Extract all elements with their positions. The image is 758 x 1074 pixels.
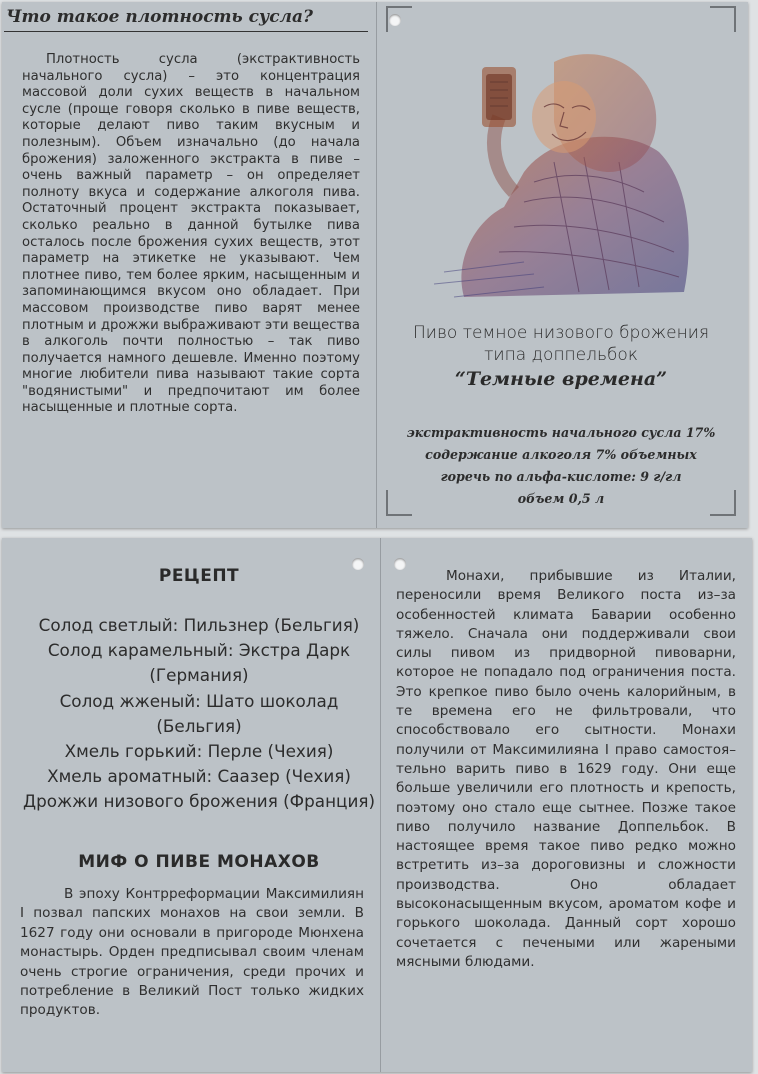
beer-specs xyxy=(386,422,736,510)
spec-alcohol: содержание алкоголя 7% объемных xyxy=(425,447,697,462)
fold-line xyxy=(376,2,377,528)
recipe-item: Дрожжи низового брожения (Франция) xyxy=(22,791,376,812)
spec-bitterness: горечь по альфа-кислоте: 9 г/гл xyxy=(440,469,682,484)
spec-extract: экстрактивность начального сусла 17% xyxy=(406,425,716,440)
frame-corner xyxy=(710,6,736,32)
recipe-item: Солод жженый: Шато шоколад (Бельгия) xyxy=(59,690,339,736)
recipe-item: Хмель горький: Перле (Чехия) xyxy=(64,741,334,762)
density-title: Что такое плотность сусла? xyxy=(6,7,313,27)
beer-name: “Темные времена” xyxy=(454,368,668,390)
spec-volume: объем 0,5 л xyxy=(517,491,605,506)
beer-type xyxy=(386,322,736,366)
recipe-title: РЕЦЕПТ xyxy=(158,566,240,586)
myth-title: МИФ О ПИВЕ МОНАХОВ xyxy=(78,852,320,872)
recipe-list xyxy=(16,613,382,815)
recipe-item: Солод светлый: Пильзнер (Бельгия) xyxy=(38,615,360,635)
recipe-item: Солод карамельный: Экстра Дарк (Германия) xyxy=(47,640,351,686)
title-underline xyxy=(4,31,368,32)
recipe-item: Хмель ароматный: Саазер (Чехия) xyxy=(47,766,351,787)
history-text: Монахи, прибывшие из Италии, переносили время Великого поста из–за особенностей климата Баварии особенно тяжело. Сначала они поддерживали свои силы пивом из придворной пивоварни, которое не попадало под ограничения поста. Это крепкое пиво было очень калорийным, в те времена его не фильтровали, что способствовало его сытности. Монахи получили от Максимилияна I право самостоя–тельно варить пиво в 1629 году. Они еще больше увеличили его плотность и крепость, поэтому оно стало еще сытнее. Позже такое пиво получило название Доппельбок. В настоящее время такое пиво редко можно встретить из–за дороговизны и сложности производства. Оно обладает высоконасыщенным вкусом, ароматом кофе и горького шоколада. Данный сорт хорошо сочетается с печеными или жареными мясными блюдами. xyxy=(396,568,736,970)
beer-type-line1: Пиво темное низового брожения xyxy=(412,323,710,343)
myth-text: В эпоху Контрреформации Максимилиян I позвал папских монахов на свои земли. В 1627 году они основали в пригороде Мюнхена монастырь. Орден предписывал своим членам очень строгие ограничения, среди прочих и потребление в Великий Пост только жидких продуктов. xyxy=(20,886,364,1019)
density-text: Плотность сусла (экстрактивность начального сусла) – это концентрация массовой доли сухих веществ в начальном сусле (проще говоря сколько в пиве веществ, которые делают пиво таким вкусным и полезным). Объем изначально (до начала брожения) заложенного экстракта в пиве – очень важный параметр – он определяет полноту вкуса и содержание алкоголя пива. Остаточный процент экстракта показывает, сколько реально в данной бутылке пива осталось после брожения сухих веществ, этот параметр на этикетке не указывают. Чем плотнее пиво, тем более ярким, насыщенным и запоминающимся вкусом оно обладает. При массовом производстве пиво варят менее плотным и дрожжи выбраживают эти вещества в алкоголь почти полностью – так пиво получается намного дешевле. Именно поэтому многие любители пива называют такие сорта "водянистыми" и предпочитают им более насыщенные и плотные сорта. xyxy=(22,52,360,416)
monk-with-beer-mug-engraving xyxy=(404,22,704,312)
beer-type-line2: типа доппельбок xyxy=(484,345,638,365)
